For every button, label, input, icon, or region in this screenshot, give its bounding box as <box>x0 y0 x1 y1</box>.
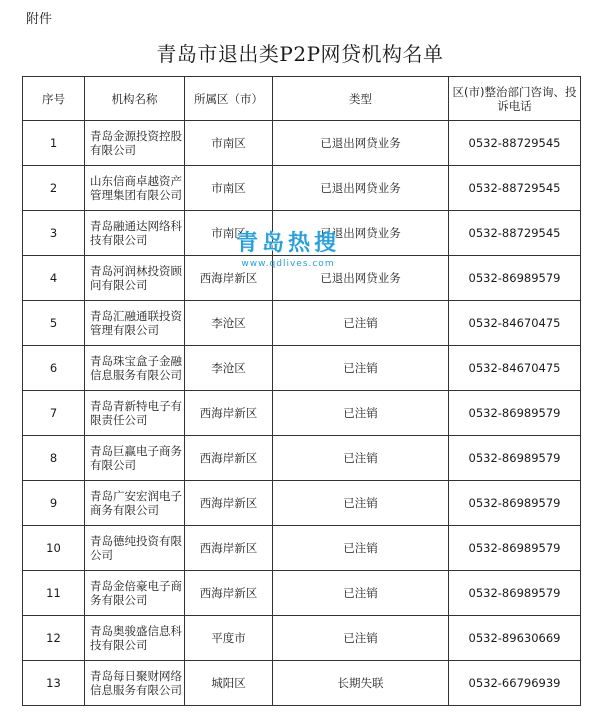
cell-no: 1 <box>23 121 85 166</box>
cell-no: 10 <box>23 526 85 571</box>
cell-type: 已注销 <box>273 616 449 661</box>
cell-org: 青岛珠宝盒子金融信息服务有限公司 <box>85 346 185 391</box>
cell-type: 已注销 <box>273 481 449 526</box>
cell-district: 西海岸新区 <box>185 391 273 436</box>
cell-district: 城阳区 <box>185 661 273 706</box>
cell-no: 6 <box>23 346 85 391</box>
table-row <box>23 436 581 481</box>
cell-district: 西海岸新区 <box>185 481 273 526</box>
cell-district: 西海岸新区 <box>185 256 273 301</box>
table-row <box>23 346 581 391</box>
table-row <box>23 391 581 436</box>
table-row <box>23 661 581 706</box>
header-no: 序号 <box>23 77 85 121</box>
cell-phone: 0532-86989579 <box>449 256 581 301</box>
cell-district: 李沧区 <box>185 301 273 346</box>
cell-district: 平度市 <box>185 616 273 661</box>
cell-no: 5 <box>23 301 85 346</box>
cell-phone: 0532-86989579 <box>449 391 581 436</box>
cell-phone: 0532-86989579 <box>449 481 581 526</box>
table-row <box>23 301 581 346</box>
cell-district: 市南区 <box>185 166 273 211</box>
watermark-title: 青岛热搜 <box>236 231 341 256</box>
cell-type: 已退出网贷业务 <box>273 211 449 256</box>
table-row <box>23 526 581 571</box>
header-district: 所属区（市） <box>185 77 273 121</box>
cell-org: 青岛金倍豪电子商务有限公司 <box>85 571 185 616</box>
table-row <box>23 616 581 661</box>
cell-org: 青岛汇融通联投资管理有限公司 <box>85 301 185 346</box>
table-row <box>23 211 581 256</box>
cell-org: 山东信商卓越资产管理集团有限公司 <box>85 166 185 211</box>
cell-no: 9 <box>23 481 85 526</box>
institution-table <box>22 76 581 706</box>
cell-district: 李沧区 <box>185 346 273 391</box>
cell-type: 长期失联 <box>273 661 449 706</box>
cell-no: 4 <box>23 256 85 301</box>
cell-district: 西海岸新区 <box>185 571 273 616</box>
cell-org: 青岛河润林投资顾问有限公司 <box>85 256 185 301</box>
cell-district: 市南区 <box>185 211 273 256</box>
table-header-row <box>23 77 581 121</box>
cell-phone: 0532-84670475 <box>449 301 581 346</box>
cell-no: 8 <box>23 436 85 481</box>
cell-type: 已注销 <box>273 571 449 616</box>
table-row <box>23 481 581 526</box>
document-title: 青岛市退出类P2P网贷机构名单 <box>156 42 444 66</box>
cell-type: 已注销 <box>273 526 449 571</box>
cell-type: 已退出网贷业务 <box>273 256 449 301</box>
cell-org: 青岛奥骏盛信息科技有限公司 <box>85 616 185 661</box>
cell-phone: 0532-89630669 <box>449 616 581 661</box>
cell-no: 13 <box>23 661 85 706</box>
cell-type: 已退出网贷业务 <box>273 166 449 211</box>
cell-phone: 0532-84670475 <box>449 346 581 391</box>
cell-district: 市南区 <box>185 121 273 166</box>
cell-type: 已退出网贷业务 <box>273 121 449 166</box>
cell-no: 3 <box>23 211 85 256</box>
header-phone: 区(市)整治部门咨询、投诉电话 <box>449 77 581 121</box>
cell-no: 11 <box>23 571 85 616</box>
table-row <box>23 166 581 211</box>
table-row <box>23 571 581 616</box>
cell-phone: 0532-88729545 <box>449 211 581 256</box>
cell-phone: 0532-88729545 <box>449 121 581 166</box>
watermark-url: www.qdlives.com <box>241 259 335 269</box>
cell-type: 已注销 <box>273 391 449 436</box>
table-row <box>23 121 581 166</box>
cell-org: 青岛德纯投资有限公司 <box>85 526 185 571</box>
cell-phone: 0532-88729545 <box>449 166 581 211</box>
cell-no: 7 <box>23 391 85 436</box>
cell-org: 青岛金源投资控股有限公司 <box>85 121 185 166</box>
cell-org: 青岛每日聚财网络信息服务有限公司 <box>85 661 185 706</box>
header-type: 类型 <box>273 77 449 121</box>
cell-phone: 0532-66796939 <box>449 661 581 706</box>
cell-district: 西海岸新区 <box>185 436 273 481</box>
cell-phone: 0532-86989579 <box>449 526 581 571</box>
cell-no: 2 <box>23 166 85 211</box>
cell-type: 已注销 <box>273 301 449 346</box>
cell-type: 已注销 <box>273 436 449 481</box>
cell-phone: 0532-86989579 <box>449 436 581 481</box>
cell-org: 青岛巨赢电子商务有限公司 <box>85 436 185 481</box>
table-row <box>23 256 581 301</box>
cell-org: 青岛融通达网络科技有限公司 <box>85 211 185 256</box>
cell-no: 12 <box>23 616 85 661</box>
cell-district: 西海岸新区 <box>185 526 273 571</box>
cell-org: 青岛青新特电子有限责任公司 <box>85 391 185 436</box>
header-org: 机构名称 <box>85 77 185 121</box>
cell-org: 青岛广安宏润电子商务有限公司 <box>85 481 185 526</box>
cell-phone: 0532-86989579 <box>449 571 581 616</box>
attachment-label: 附件 <box>26 12 53 27</box>
cell-type: 已注销 <box>273 346 449 391</box>
